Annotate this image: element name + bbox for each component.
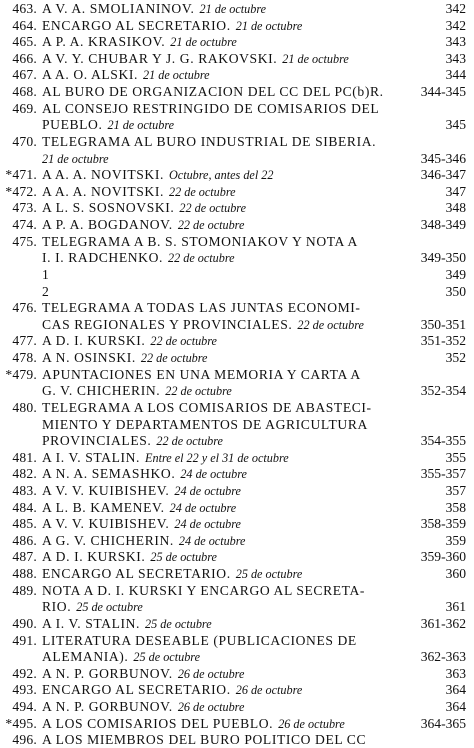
entry-date: 25 de octubre (133, 650, 200, 665)
entry-title: A D. I. KURSKI. (42, 333, 146, 349)
entry-body (42, 33, 237, 51)
entry-title: A I. V. STALIN. (42, 449, 141, 465)
entry-title: A A. A. NOVITSKI. (42, 167, 164, 183)
page-number: 350 (445, 283, 466, 299)
toc-line (0, 183, 474, 200)
toc-line (0, 66, 474, 83)
toc-line (0, 332, 474, 349)
entry-number: *471. (5, 167, 37, 183)
toc-line (0, 465, 474, 482)
entry-number: 463. (12, 1, 37, 16)
entry-title: A L. S. SOSNOVSKI. (42, 200, 175, 216)
entry-body (42, 681, 302, 699)
entry-body (42, 582, 365, 599)
entry-body (42, 598, 143, 616)
entry-body (42, 698, 244, 716)
entry-title: 21 de octubre (42, 151, 109, 166)
entry-title: G. V. CHICHERIN. (42, 383, 161, 399)
entry-date: 22 de octubre (297, 317, 364, 332)
entry-number: 478. (12, 350, 37, 366)
toc-line (0, 0, 474, 17)
toc-line (0, 199, 474, 216)
entry-date: 26 de octubre (177, 700, 245, 715)
entry-body (42, 283, 49, 300)
entry-body (42, 17, 302, 35)
toc-line (0, 283, 474, 300)
entry-title: A LOS COMISARIOS DEL PUEBLO. (42, 715, 274, 731)
entry-number: 489. (12, 582, 37, 598)
entry-date: 21 de octubre (235, 18, 303, 33)
entry-date: 25 de octubre (150, 550, 217, 565)
page-number: 352-354 (420, 383, 466, 399)
entry-title: A L. B. KAMENEV. (42, 499, 165, 515)
entry-body (42, 299, 361, 316)
page-number: 364-365 (420, 715, 466, 731)
entry-title: MIENTO Y DEPARTAMENTOS DE AGRICULTURA (42, 416, 368, 432)
toc-line (0, 233, 474, 250)
entry-date: 21 de octubre (107, 118, 175, 133)
entry-title: A N. OSINSKI. (42, 350, 136, 366)
entry-title: TELEGRAMA AL BURO INDUSTRIAL DE SIBERIA. (42, 133, 377, 149)
entry-number: 476. (12, 300, 37, 316)
page-number: 361 (445, 599, 466, 615)
entry-number: 480. (12, 399, 37, 415)
entry-body (42, 548, 217, 566)
entry-date: 22 de octubre (156, 434, 223, 449)
entry-title: TELEGRAMA A TODAS LAS JUNTAS ECONOMI- (42, 300, 361, 316)
entry-date: 22 de octubre (179, 201, 246, 216)
entry-body (42, 166, 273, 184)
entry-title: A I. V. STALIN. (42, 615, 141, 631)
entry-body (42, 366, 361, 383)
toc-line (0, 83, 474, 100)
entry-number: 491. (12, 632, 37, 648)
entry-number: *479. (5, 366, 37, 382)
entry-number: 484. (12, 499, 37, 515)
toc-line (0, 366, 474, 383)
page-number: 360 (445, 566, 466, 582)
entry-body (42, 83, 384, 100)
toc-line (0, 100, 474, 117)
entry-title: TELEGRAMA A B. S. STOMONIAKOV Y NOTA A (42, 233, 358, 249)
entry-body (42, 449, 289, 467)
entry-number: 470. (12, 133, 37, 149)
toc-line (0, 548, 474, 565)
toc-line (0, 382, 474, 399)
page-number: 342 (445, 17, 466, 33)
entry-title: A V. V. KUIBISHEV. (42, 516, 170, 532)
entry-body (42, 432, 223, 450)
entry-body (42, 615, 212, 633)
entry-title: A N. A. SEMASHKO. (42, 466, 176, 482)
entry-number: 473. (12, 200, 37, 216)
entry-number: 474. (12, 217, 37, 233)
page-number: 359 (445, 532, 466, 548)
entry-date: 21 de octubre (143, 68, 210, 83)
entry-body (42, 66, 210, 84)
page-number: 355 (445, 449, 466, 465)
toc-line (0, 399, 474, 416)
toc-line (0, 582, 474, 599)
page-number: 348 (445, 200, 466, 216)
entry-title: TELEGRAMA A LOS COMISARIOS DE ABASTECI- (42, 399, 372, 415)
entry-body (42, 233, 358, 250)
entry-title: CAS REGIONALES Y PROVINCIALES. (42, 316, 293, 332)
page-number: 364 (445, 682, 466, 698)
page-number: 358 (445, 499, 466, 515)
entry-number: 496. (12, 732, 37, 748)
entry-body (42, 465, 247, 483)
page-number: 364 (445, 699, 466, 715)
entry-body (42, 100, 379, 117)
entry-title: A V. A. SMOLIANINOV. (42, 1, 195, 16)
page-number: 344 (445, 67, 466, 83)
entry-title: PROVINCIALES. (42, 433, 152, 449)
entry-body (42, 399, 372, 416)
entry-body (42, 416, 368, 433)
page-number: 355-357 (420, 466, 466, 482)
entry-number: 469. (12, 100, 37, 116)
entry-body (42, 249, 235, 267)
toc-line (0, 116, 474, 133)
entry-body (42, 515, 241, 533)
page-number: 351-352 (420, 333, 466, 349)
toc-line (0, 416, 474, 433)
entry-body (42, 332, 217, 350)
entry-title: I. I. RADCHENKO. (42, 250, 163, 266)
entry-date: Entre el 22 y el 31 de octubre (145, 450, 289, 465)
page-number: 347 (445, 183, 466, 199)
page-number: 344-345 (420, 84, 466, 100)
entry-number: *472. (5, 183, 37, 199)
toc-line (0, 665, 474, 682)
entry-title: LITERATURA DESEABLE (PUBLICACIONES DE (42, 632, 357, 648)
entry-title: ENCARGO AL SECRETARIO. (42, 17, 231, 33)
entry-body (42, 266, 49, 283)
toc-line (0, 515, 474, 532)
entry-number: 485. (12, 516, 37, 532)
page-number: 342 (445, 1, 466, 16)
entry-title: ENCARGO AL SECRETARIO. (42, 682, 231, 698)
entry-date: 22 de octubre (165, 384, 232, 399)
entry-date: 24 de octubre (169, 500, 237, 515)
entry-date: 25 de octubre (145, 616, 212, 631)
toc-line (0, 715, 474, 732)
entry-title: A N. P. GORBUNOV. (42, 699, 173, 715)
entry-title: APUNTACIONES EN UNA MEMORIA Y CARTA A (42, 366, 361, 382)
page-number: 349 (445, 266, 466, 282)
entry-body (42, 648, 200, 666)
entry-body (42, 216, 244, 234)
toc-line (0, 50, 474, 67)
page-number: 345-346 (420, 150, 466, 166)
entry-number: 481. (12, 449, 37, 465)
toc-line (0, 598, 474, 615)
page-number: 346-347 (420, 167, 466, 183)
entry-number: 465. (12, 34, 37, 50)
page-number: 352 (445, 350, 466, 366)
toc-line (0, 249, 474, 266)
entry-number: 482. (12, 466, 37, 482)
toc-line (0, 33, 474, 50)
page-number: 345 (445, 117, 466, 133)
entry-title: AL BURO DE ORGANIZACION DEL CC DEL PC(b)R. (42, 84, 384, 100)
toc-line (0, 532, 474, 549)
toc-line (0, 216, 474, 233)
entry-number: 488. (12, 566, 37, 582)
entry-number: 494. (12, 699, 37, 715)
entry-title: AL CONSEJO RESTRINGIDO DE COMISARIOS DEL (42, 100, 380, 116)
entry-date: 24 de octubre (180, 467, 247, 482)
entry-date: 21 de octubre (282, 51, 349, 66)
entry-number: 466. (12, 50, 37, 66)
entry-number: 475. (12, 233, 37, 249)
toc-line (0, 681, 474, 698)
entry-title: A A. O. ALSKI. (42, 67, 139, 83)
toc-line (0, 499, 474, 516)
entry-title: NOTA A D. I. KURSKI Y ENCARGO AL SECRETA- (42, 582, 366, 598)
entry-date: Octubre, antes del 22 (168, 168, 274, 183)
toc-line (0, 482, 474, 499)
toc-line (0, 565, 474, 582)
entry-body (42, 50, 349, 68)
page-number: 361-362 (420, 615, 466, 631)
entry-body (42, 499, 236, 517)
entry-number: 483. (12, 482, 37, 498)
entry-title: ALEMANIA). (42, 649, 129, 665)
entry-title: A D. I. KURSKI. (42, 549, 146, 565)
entry-title: PUEBLO. (42, 117, 103, 133)
entry-date: 24 de octubre (174, 483, 241, 498)
entry-body (42, 183, 236, 201)
entry-date: 22 de octubre (150, 334, 217, 349)
page-number: 343 (445, 34, 466, 50)
page-number: 349-350 (420, 250, 466, 266)
page-number: 354-355 (420, 433, 466, 449)
toc-line (0, 150, 474, 167)
page-number: 357 (445, 482, 466, 498)
entry-body (42, 316, 364, 334)
entry-number: 493. (12, 682, 37, 698)
page-number: 363 (445, 665, 466, 681)
entry-title: A V. Y. CHUBAR Y J. G. RAKOVSKI. (42, 50, 278, 66)
entry-date: 25 de octubre (235, 567, 303, 582)
entry-title: 1 (42, 266, 50, 282)
entry-number: 486. (12, 532, 37, 548)
entry-body (42, 133, 376, 150)
entry-number: 464. (12, 17, 37, 33)
toc-line (0, 133, 474, 150)
toc-line (0, 17, 474, 34)
entry-title: ENCARGO AL SECRETARIO. (42, 566, 231, 582)
toc-line (0, 299, 474, 316)
entry-title: 2 (42, 283, 50, 299)
entry-body (42, 632, 357, 649)
entry-title: A N. P. GORBUNOV. (42, 665, 173, 681)
entry-date: 22 de octubre (168, 251, 235, 266)
entry-date: 21 de octubre (170, 35, 237, 50)
entry-body (42, 349, 207, 367)
entry-body (42, 382, 232, 400)
entry-body (42, 199, 246, 217)
page-number: 348-349 (420, 217, 466, 233)
entry-body (42, 731, 366, 748)
toc-line (0, 266, 474, 283)
entry-title: A P. A. KRASIKOV. (42, 34, 166, 50)
toc-line (0, 698, 474, 715)
page-number: 343 (445, 50, 466, 66)
toc-line (0, 615, 474, 632)
entry-number: 487. (12, 549, 37, 565)
entry-number: 490. (12, 615, 37, 631)
entry-number: 477. (12, 333, 37, 349)
entry-body (42, 482, 241, 500)
entry-title: A V. V. KUIBISHEV. (42, 482, 170, 498)
entry-title: A P. A. BOGDANOV. (42, 217, 173, 233)
toc-line (0, 166, 474, 183)
entry-body (42, 565, 302, 583)
page-number: 362-363 (420, 649, 466, 665)
page-number: 350-351 (420, 316, 466, 332)
entry-number: 467. (12, 67, 37, 83)
entry-body (42, 665, 244, 683)
entry-title: A G. V. CHICHERIN. (42, 532, 174, 548)
toc-line (0, 432, 474, 449)
toc-line (0, 731, 474, 748)
entry-title: A LOS MIEMBROS DEL BURO POLITICO DEL CC (42, 732, 367, 748)
entry-date: 22 de octubre (177, 218, 245, 233)
entry-body (42, 0, 266, 18)
page-number: 358-359 (420, 516, 466, 532)
entry-date: 21 de octubre (199, 2, 267, 16)
toc-line (0, 632, 474, 649)
entry-body (42, 715, 345, 733)
entry-body (42, 532, 245, 550)
toc-line (0, 449, 474, 466)
entry-date: 26 de octubre (235, 683, 303, 698)
entry-date: 24 de octubre (174, 517, 241, 532)
page-number: 359-360 (420, 549, 466, 565)
entry-date: 26 de octubre (278, 716, 345, 731)
toc-line (0, 349, 474, 366)
entry-body (42, 116, 174, 134)
entry-title: A A. A. NOVITSKI. (42, 183, 164, 199)
toc-line (0, 316, 474, 333)
entry-date: 22 de octubre (140, 351, 208, 366)
entry-number: 468. (12, 84, 37, 100)
entry-date: 25 de octubre (76, 600, 143, 615)
entry-date: 24 de octubre (178, 533, 246, 548)
entry-number: 492. (12, 665, 37, 681)
entry-body (42, 150, 109, 168)
entry-title: RIO. (42, 599, 72, 615)
toc-line (0, 648, 474, 665)
entry-date: 26 de octubre (177, 666, 245, 681)
entry-date: 22 de octubre (168, 184, 236, 199)
entry-number: *495. (5, 715, 37, 731)
